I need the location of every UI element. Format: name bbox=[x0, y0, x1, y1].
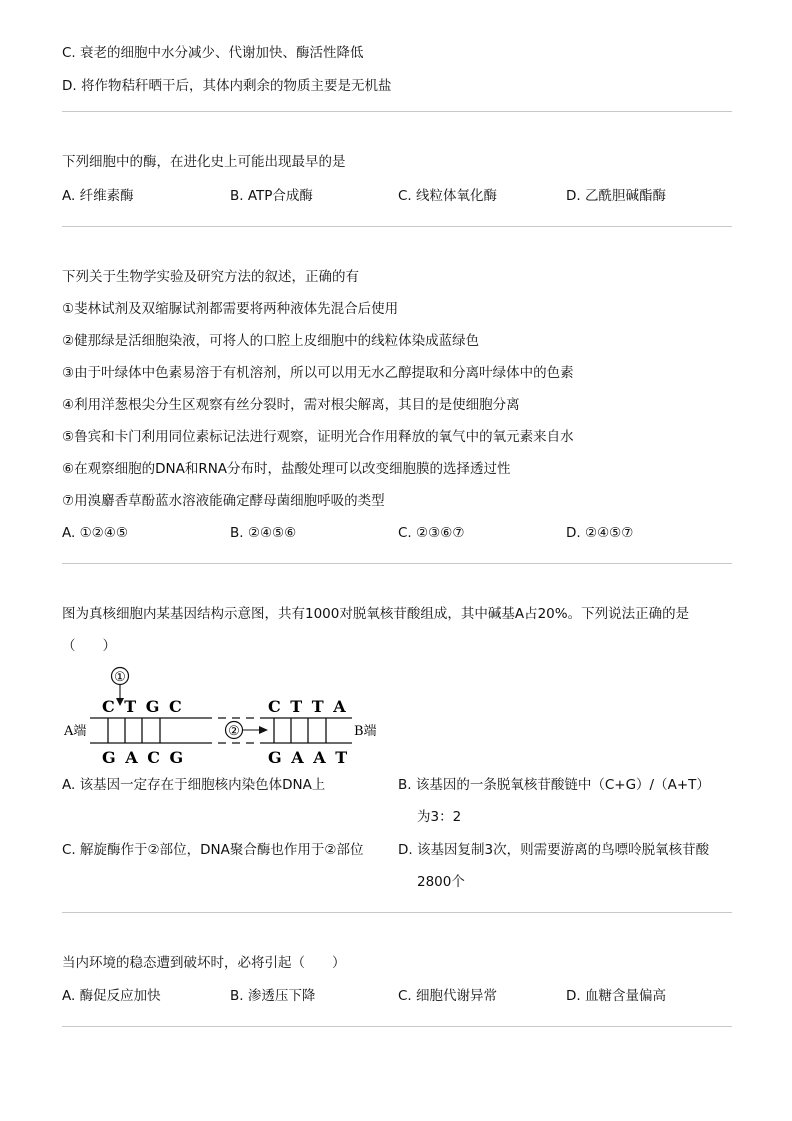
q3-option-c[interactable]: C. 解旋酶作于②部位，DNA聚合酶也作用于②部位 bbox=[62, 842, 364, 858]
bottom-right-bases: G A A T bbox=[268, 748, 350, 767]
divider bbox=[62, 912, 732, 913]
q3-option-b[interactable]: B. 该基因的一条脱氧核苷酸链中（C+G）/（A+T） bbox=[398, 777, 710, 793]
q2-option-a[interactable]: A. ①②④⑤ bbox=[62, 525, 128, 541]
question-3-stem: 图为真核细胞内某基因结构示意图，共有1000对脱氧核苷酸组成，其中碱基A占20%。下列说法正确的是 bbox=[62, 606, 690, 622]
end-b-label: B端 bbox=[354, 724, 377, 739]
q2-statement: ①斐林试剂及双缩脲试剂都需要将两种液体先混合后使用 bbox=[62, 301, 399, 317]
q3-option-d-cont: 2800个 bbox=[417, 874, 465, 890]
marker-2-arrowhead bbox=[259, 726, 268, 734]
question-4-stem: 当内环境的稳态遭到破坏时，必将引起（ ） bbox=[62, 955, 346, 971]
end-a-label: A端 bbox=[64, 724, 87, 739]
q2-statement: ④利用洋葱根尖分生区观察有丝分裂时，需对根尖解离，其目的是使细胞分离 bbox=[62, 397, 520, 413]
q4-option-b[interactable]: B. 渗透压下降 bbox=[230, 988, 316, 1004]
q1-option-a[interactable]: A. 纤维素酶 bbox=[62, 188, 134, 204]
q2-statement: ⑥在观察细胞的DNA和RNA分布时，盐酸处理可以改变细胞膜的选择透过性 bbox=[62, 461, 511, 477]
question-1-stem: 下列细胞中的酶，在进化史上可能出现最早的是 bbox=[62, 154, 346, 170]
prev-option-c: C. 衰老的细胞中水分减少、代谢加快、酶活性降低 bbox=[62, 45, 364, 61]
left-rungs bbox=[108, 718, 160, 743]
q2-statement: ③由于叶绿体中色素易溶于有机溶剂，所以可以用无水乙醇提取和分离叶绿体中的色素 bbox=[62, 365, 574, 381]
q3-option-b-cont: 为3：2 bbox=[417, 809, 462, 825]
q3-option-d[interactable]: D. 该基因复制3次，则需要游离的鸟嘌呤脱氧核苷酸 bbox=[398, 842, 710, 858]
q1-option-c[interactable]: C. 线粒体氧化酶 bbox=[398, 188, 498, 204]
divider bbox=[62, 111, 732, 112]
q4-option-c[interactable]: C. 细胞代谢异常 bbox=[398, 988, 498, 1004]
q1-option-b[interactable]: B. ATP合成酶 bbox=[230, 188, 313, 204]
top-left-bases: C T G C bbox=[102, 697, 184, 716]
question-3-paren: （ ） bbox=[62, 638, 116, 654]
divider bbox=[62, 226, 732, 227]
right-rungs bbox=[274, 718, 326, 743]
q4-option-a[interactable]: A. 酶促反应加快 bbox=[62, 988, 161, 1004]
top-right-bases: C T T A bbox=[268, 697, 348, 716]
q2-statement: ⑤鲁宾和卡门利用同位素标记法进行观察，证明光合作用释放的氧气中的氧元素来自水 bbox=[62, 429, 574, 445]
q4-option-d[interactable]: D. 血糖含量偏高 bbox=[566, 988, 666, 1004]
divider bbox=[62, 1026, 732, 1027]
gene-structure-diagram bbox=[62, 662, 392, 770]
q2-option-d[interactable]: D. ②④⑤⑦ bbox=[566, 525, 634, 541]
q2-option-c[interactable]: C. ②③⑥⑦ bbox=[398, 525, 465, 541]
marker-2-label: ② bbox=[228, 724, 240, 739]
q2-statement: ⑦用溴麝香草酚蓝水溶液能确定酵母菌细胞呼吸的类型 bbox=[62, 493, 385, 509]
q3-option-a[interactable]: A. 该基因一定存在于细胞核内染色体DNA上 bbox=[62, 777, 326, 793]
q1-option-d[interactable]: D. 乙酰胆碱酯酶 bbox=[566, 188, 666, 204]
q2-statement: ②健那绿是活细胞染液，可将人的口腔上皮细胞中的线粒体染成蓝绿色 bbox=[62, 333, 480, 349]
bottom-left-bases: G A C G bbox=[102, 748, 186, 767]
marker-1-label: ① bbox=[114, 670, 126, 685]
divider bbox=[62, 563, 732, 564]
prev-option-d: D. 将作物秸秆晒干后，其体内剩余的物质主要是无机盐 bbox=[62, 78, 392, 94]
q2-option-b[interactable]: B. ②④⑤⑥ bbox=[230, 525, 297, 541]
question-2-stem: 下列关于生物学实验及研究方法的叙述，正确的有 bbox=[62, 269, 359, 285]
